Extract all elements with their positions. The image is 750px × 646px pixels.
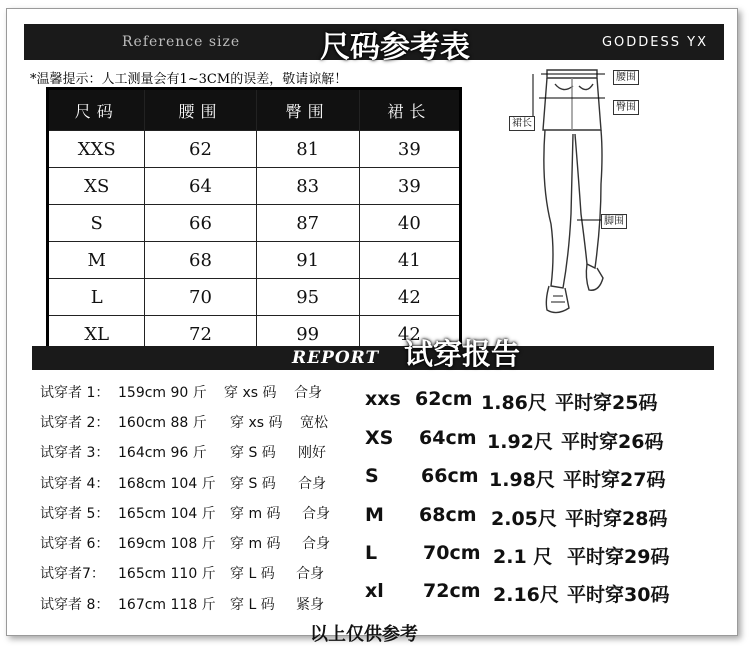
tester-name: 试穿者7：	[40, 566, 105, 582]
cell-hip: 91	[256, 242, 359, 279]
cell-size: XXS	[48, 131, 145, 168]
tester-fit: 合身	[296, 566, 324, 582]
tester-name: 试穿者 2：	[40, 415, 110, 431]
conv-chi: 1.86尺	[481, 392, 547, 414]
tester-size: 穿 S 码	[230, 445, 276, 461]
report-bar	[32, 337, 714, 371]
label-hip: 臀围	[613, 100, 639, 115]
cell-size: XL	[48, 316, 145, 354]
tester-size: 穿 m 码	[230, 506, 281, 522]
tester-fit: 合身	[294, 385, 322, 401]
tester-fit: 紧身	[296, 597, 324, 613]
header-bar	[24, 24, 724, 65]
header-hip: 臀围	[256, 89, 359, 131]
cell-waist: 62	[145, 131, 256, 168]
label-length: 裙长	[509, 116, 535, 131]
conv-cm: 70cm	[423, 542, 481, 564]
report-title: 试穿报告	[404, 337, 521, 371]
tester-fit: 合身	[302, 506, 330, 522]
tester-stats: 164cm 96 斤	[118, 445, 207, 461]
table-row	[48, 168, 461, 205]
tester-stats: 169cm 108 斤	[118, 536, 216, 552]
tester-name: 试穿者 8：	[40, 597, 110, 613]
table-row	[48, 131, 461, 168]
tester-stats: 167cm 118 斤	[118, 597, 216, 613]
conv-usual: 平时穿27码	[563, 469, 666, 491]
size-table	[46, 87, 462, 355]
conv-usual: 平时穿25码	[555, 392, 658, 414]
measurement-note: *温馨提示：人工测量会有1~3CM的误差，敬请谅解！	[30, 72, 348, 87]
cell-size: XS	[48, 168, 145, 205]
table-row	[48, 242, 461, 279]
cell-hip: 95	[256, 279, 359, 316]
cell-length: 39	[359, 131, 460, 168]
tester-fit: 合身	[302, 536, 330, 552]
tester-size: 穿 m 码	[230, 536, 281, 552]
conv-cm: 62cm	[415, 388, 473, 410]
tester-stats: 160cm 88 斤	[118, 415, 207, 431]
table-row	[48, 279, 461, 316]
cell-waist: 70	[145, 279, 256, 316]
cell-waist: 68	[145, 242, 256, 279]
cell-length: 42	[359, 316, 460, 354]
cell-length: 41	[359, 242, 460, 279]
conv-size: M	[365, 504, 384, 526]
header-length: 裙长	[359, 89, 460, 131]
reference-size-label: Reference size	[122, 34, 241, 50]
conv-cm: 72cm	[423, 580, 481, 602]
conv-size: xxs	[365, 388, 401, 410]
tester-fit: 合身	[298, 476, 326, 492]
footer-note: 以上仅供参考	[310, 624, 418, 645]
label-ankle: 脚围	[601, 214, 627, 229]
conv-chi: 1.92尺	[487, 431, 553, 453]
tester-name: 试穿者 6：	[40, 536, 110, 552]
cell-length: 39	[359, 168, 460, 205]
conv-cm: 68cm	[419, 504, 477, 526]
conv-chi: 2.1 尺	[493, 546, 553, 568]
table-row	[48, 205, 461, 242]
report-en-label: REPORT	[292, 348, 380, 368]
conv-cm: 66cm	[421, 465, 479, 487]
tester-stats: 159cm 90 斤	[118, 385, 207, 401]
header-size: 尺码	[48, 89, 145, 131]
tester-size: 穿 xs 码	[230, 415, 283, 431]
conv-chi: 1.98尺	[489, 469, 555, 491]
tester-fit: 宽松	[300, 415, 328, 431]
conv-usual: 平时穿28码	[565, 508, 668, 530]
mannequin-drawing	[505, 64, 665, 332]
tester-stats: 168cm 104 斤	[118, 476, 216, 492]
tester-fit: 刚好	[298, 445, 326, 461]
conv-chi: 2.16尺	[493, 584, 559, 606]
conv-size: xl	[365, 580, 384, 602]
cell-length: 40	[359, 205, 460, 242]
brand-name: GODDESS YX	[601, 35, 708, 50]
cell-size: M	[48, 242, 145, 279]
tester-size: 穿 S 码	[230, 476, 276, 492]
page-title: 尺码参考表	[320, 30, 470, 65]
tester-name: 试穿者 1：	[40, 385, 110, 401]
tester-stats: 165cm 104 斤	[118, 506, 216, 522]
conv-usual: 平时穿26码	[561, 431, 664, 453]
cell-hip: 83	[256, 168, 359, 205]
cell-waist: 64	[145, 168, 256, 205]
tester-size: 穿 L 码	[230, 597, 275, 613]
cell-hip: 81	[256, 131, 359, 168]
cell-waist: 66	[145, 205, 256, 242]
cell-size: L	[48, 279, 145, 316]
conv-usual: 平时穿30码	[567, 584, 670, 606]
cell-length: 42	[359, 279, 460, 316]
label-waist: 腰围	[613, 70, 639, 85]
cell-size: S	[48, 205, 145, 242]
tester-size: 穿 xs 码	[224, 385, 277, 401]
tester-name: 试穿者 4：	[40, 476, 110, 492]
conv-usual: 平时穿29码	[567, 546, 670, 568]
conv-cm: 64cm	[419, 427, 477, 449]
header-waist: 腰围	[145, 89, 256, 131]
cell-hip: 99	[256, 316, 359, 354]
cell-hip: 87	[256, 205, 359, 242]
tester-name: 试穿者 3：	[40, 445, 110, 461]
conv-chi: 2.05尺	[491, 508, 557, 530]
tester-stats: 165cm 110 斤	[118, 566, 216, 582]
tester-name: 试穿者 5：	[40, 506, 110, 522]
conv-size: XS	[365, 427, 394, 449]
cell-waist: 72	[145, 316, 256, 354]
conv-size: L	[365, 542, 378, 564]
mannequin-illustration	[505, 64, 665, 332]
size-table-header	[48, 89, 461, 131]
tester-size: 穿 L 码	[230, 566, 275, 582]
conv-size: S	[365, 465, 379, 487]
